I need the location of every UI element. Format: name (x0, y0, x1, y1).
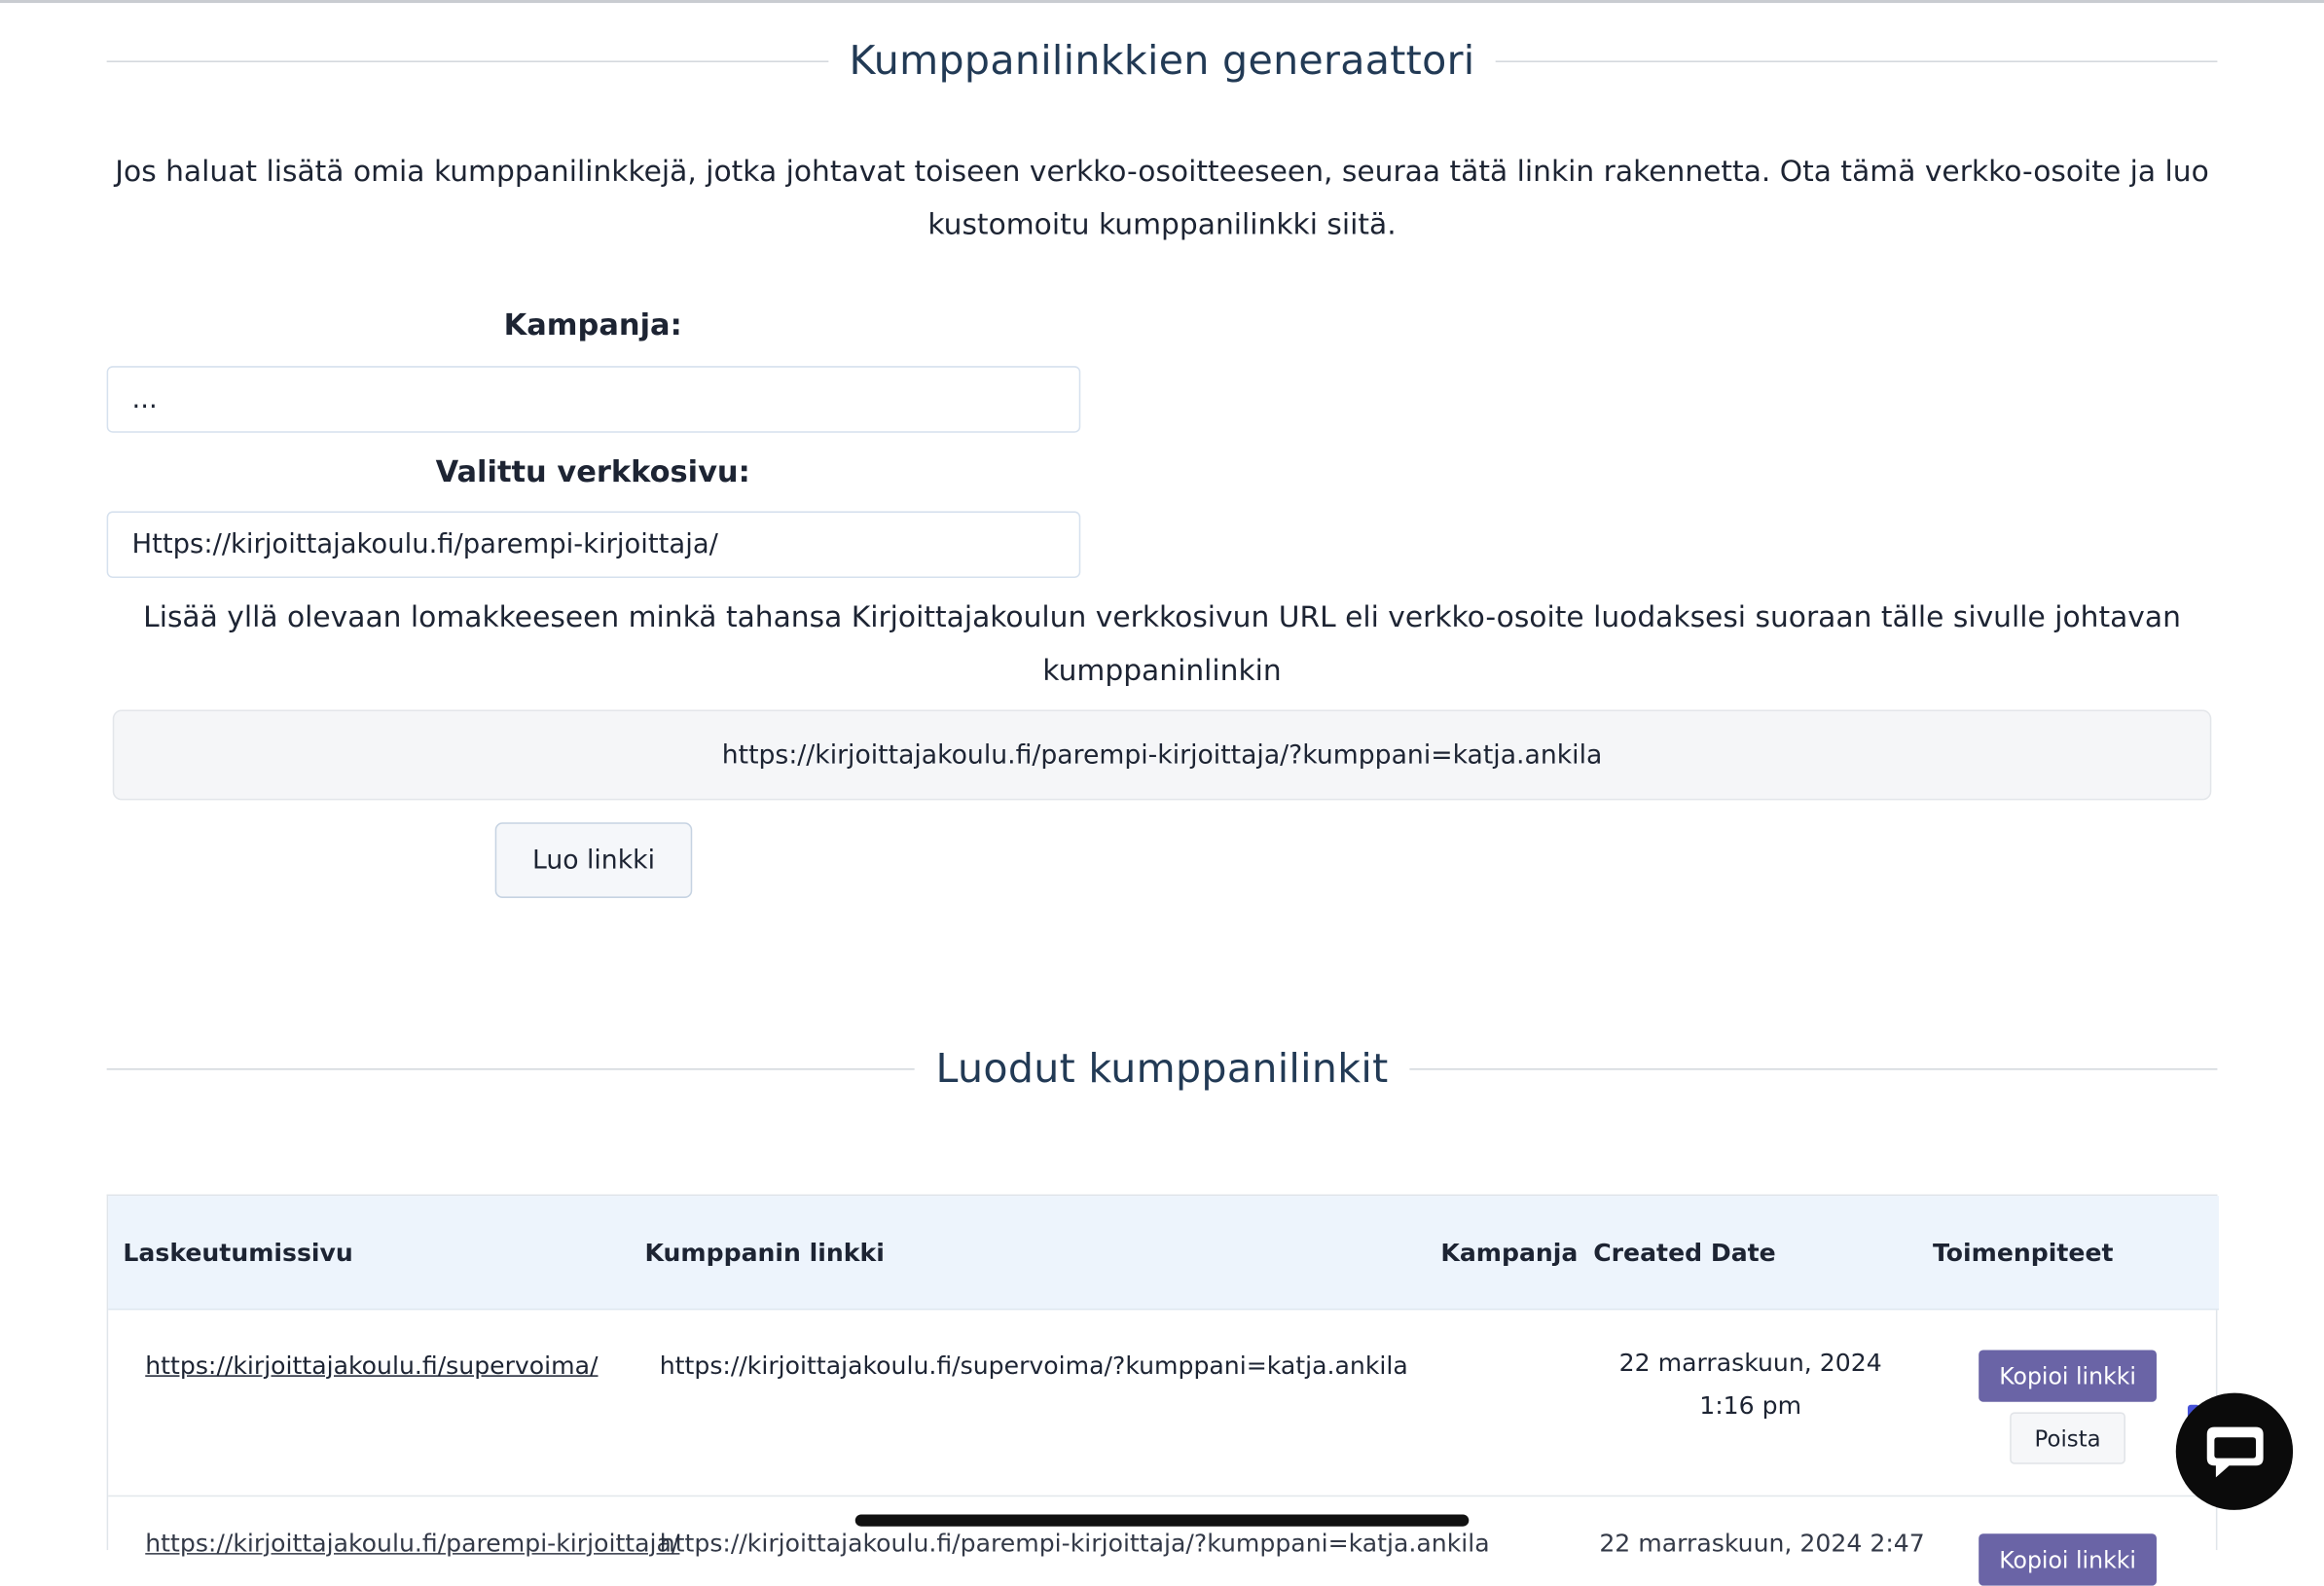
selected-page-label: Valittu verkkosivu: (435, 453, 750, 489)
created-links-heading (107, 1046, 2218, 1092)
top-divider (0, 0, 2324, 3)
generator-intro: Jos haluat lisätä omia kumppanilinkkejä, jotka johtavat toiseen verkko-osoitteeseen, seuraa tätä linkin rakennetta. Ota tämä verkko-osoite ja luo kustomoitu kumppanilinkki siitä. (115, 154, 2209, 242)
column-header-campaign: Kampanja (1440, 1239, 1579, 1268)
campaign-input[interactable] (107, 366, 1081, 433)
created-date-cell: 22 marraskuun, 2024 1:16 pm (1618, 1348, 1882, 1421)
column-header-created-date: Created Date (1593, 1239, 1776, 1268)
column-header-landing-page: Laskeutumissivu (123, 1239, 353, 1268)
heading-rule-right (1496, 60, 2218, 62)
landing-page-link[interactable]: https://kirjoittajakoulu.fi/supervoima/ (145, 1351, 599, 1380)
create-link-button[interactable]: Luo linkki (495, 822, 693, 898)
delete-link-button[interactable]: Poista (2010, 1412, 2125, 1463)
created-date-cell: 22 marraskuun, 2024 2:47 (1599, 1529, 1925, 1558)
table-row (108, 1496, 2219, 1585)
selected-page-input[interactable] (107, 511, 1081, 578)
partner-link-text: https://kirjoittajakoulu.fi/parempi-kirjoittaja/?kumppani=katja.ankila (659, 1529, 1490, 1558)
column-header-partner-link: Kumppanin linkki (644, 1239, 885, 1268)
generator-title: Kumppanilinkkien generaattori (849, 38, 1475, 85)
copy-link-button[interactable]: Kopioi linkki (1979, 1350, 2157, 1401)
partner-link-text: https://kirjoittajakoulu.fi/supervoima/?kumppani=katja.ankila (659, 1351, 1408, 1380)
heading-rule-left (107, 1068, 916, 1070)
chat-button[interactable] (2176, 1393, 2293, 1510)
created-links-title: Luodut kumppanilinkit (935, 1046, 1389, 1093)
column-header-actions: Toimenpiteet (1932, 1239, 2114, 1268)
chat-bubble-icon (2201, 1422, 2267, 1481)
table-row (108, 1310, 2219, 1496)
heading-rule-left (107, 60, 829, 62)
generator-heading (107, 39, 2218, 85)
created-links-table (107, 1195, 2218, 1573)
generated-link-text: https://kirjoittajakoulu.fi/parempi-kirjoittaja/?kumppani=katja.ankila (721, 739, 1603, 771)
heading-rule-right (1409, 1068, 2218, 1070)
generated-link-box[interactable] (113, 710, 2212, 801)
home-indicator (855, 1515, 1470, 1527)
campaign-label: Kampanja: (503, 306, 682, 342)
generator-hint: Lisää yllä olevaan lomakkeeseen minkä tahansa Kirjoittajakoulun verkkosivun URL eli verkko-osoite luodaksesi suoraan tälle sivulle johtavan kumppaninlinkin (143, 599, 2181, 688)
copy-link-button[interactable]: Kopioi linkki (1979, 1533, 2157, 1585)
table-header (108, 1196, 2219, 1310)
landing-page-link[interactable]: https://kirjoittajakoulu.fi/parempi-kirjoittaja/ (145, 1529, 680, 1558)
